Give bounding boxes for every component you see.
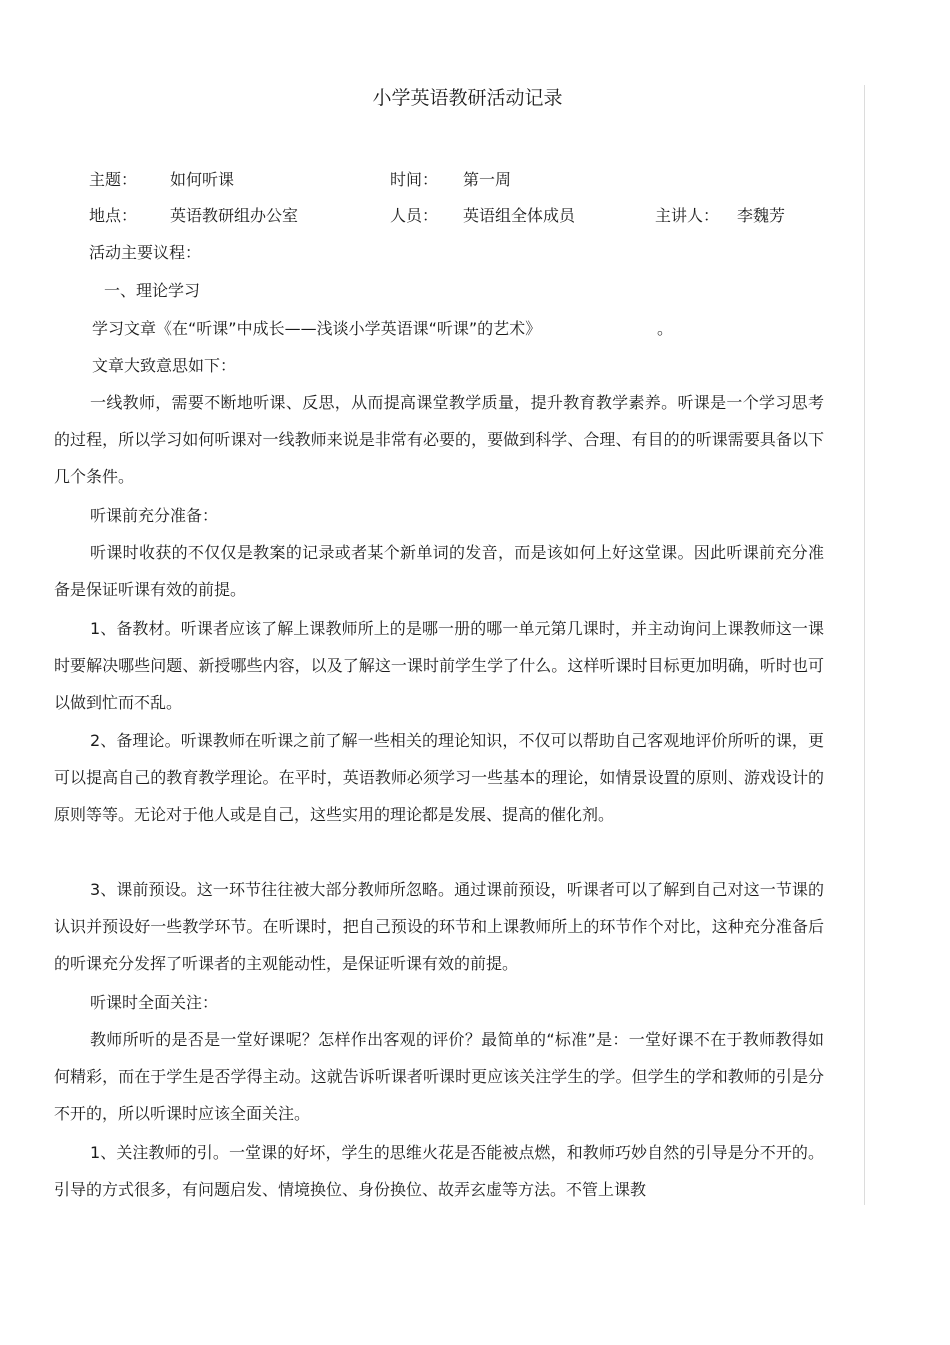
paragraph-good-lesson: 教师所听的是否是一堂好课呢？怎样作出客观的评价？最简单的“标准”是：一堂好课不在于教师教得如何精彩，而在于学生是否学得主动。这就告诉听课者听课时更应该关注学生的学。但学生的学和教师的引是分不开的，所以听课时应该全面关注。 <box>54 1030 824 1123</box>
page-title: 小学英语教研活动记录 <box>372 87 563 109</box>
place-label: 地点： <box>89 206 138 225</box>
page-edge-line <box>864 85 865 1205</box>
study-article-title: 学习文章《在“听课”中成长——浅谈小学英语课“听课”的艺术》 <box>92 319 542 338</box>
heading-preparation: 听课前充分准备： <box>90 506 219 525</box>
topic-label: 主题： <box>89 170 138 189</box>
paragraph-pre-class-plan: 3、课前预设。这一环节往往被大部分教师所忽略。通过课前预设，听课者可以了解到自己对这一节课的认识并预设好一些教学环节。在听课时，把自己预设的环节和上课教师所上的环节作个对比，这种充分准备后的听课充分发挥了听课者的主观能动性，是保证听课有效的前提。 <box>54 880 824 973</box>
speaker-label: 主讲人： <box>655 206 720 225</box>
paragraph-teacher-guidance: 1、关注教师的引。一堂课的好坏，学生的思维火花是否能被点燃，和教师巧妙自然的引导是分不开的。引导的方式很多，有问题启发、情境换位、身份换位、故弄玄虚等方法。不管上课教 <box>54 1143 824 1199</box>
study-article-period: 。 <box>657 319 674 338</box>
agenda-heading: 活动主要议程： <box>89 243 202 262</box>
paragraph-prepare-theory: 2、备理论。听课教师在听课之前了解一些相关的理论知识，不仅可以帮助自己客观地评价所听的课，更可以提高自己的教育教学理论。在平时，英语教师必须学习一些基本的理论，如情景设置的原则、游戏设计的原则等等。无论对于他人或是自己，这些实用的理论都是发展、提高的催化剂。 <box>54 731 824 824</box>
heading-full-attention: 听课时全面关注： <box>90 993 219 1012</box>
paragraph-prepare-materials: 1、备教材。听课者应该了解上课教师所上的是哪一册的哪一单元第几课时，并主动询问上课教师这一课时要解决哪些问题、新授哪些内容，以及了解这一课时前学生学了什么。这样听课时目标更加明确，听时也可以做到忙而不乱。 <box>54 619 824 712</box>
time-label: 时间： <box>390 170 439 189</box>
place-value: 英语教研组办公室 <box>170 206 299 225</box>
topic-value: 如何听课 <box>170 170 235 189</box>
section-heading-theory: 一、理论学习 <box>104 281 201 300</box>
paragraph-intro: 一线教师，需要不断地听课、反思，从而提高课堂教学质量，提升教育教学素养。听课是一个学习思考的过程，所以学习如何听课对一线教师来说是非常有必要的，要做到科学、合理、有目的的听课需要具备以下几个条件。 <box>54 393 824 486</box>
summary-intro: 文章大致意思如下： <box>92 356 237 375</box>
people-label: 人员： <box>390 206 439 225</box>
speaker-value: 李魏芳 <box>737 206 786 225</box>
paragraph-preparation: 听课时收获的不仅仅是教案的记录或者某个新单词的发音，而是该如何上好这堂课。因此听课前充分准备是保证听课有效的前提。 <box>54 543 824 599</box>
time-value: 第一周 <box>463 170 512 189</box>
people-value: 英语组全体成员 <box>463 206 576 225</box>
